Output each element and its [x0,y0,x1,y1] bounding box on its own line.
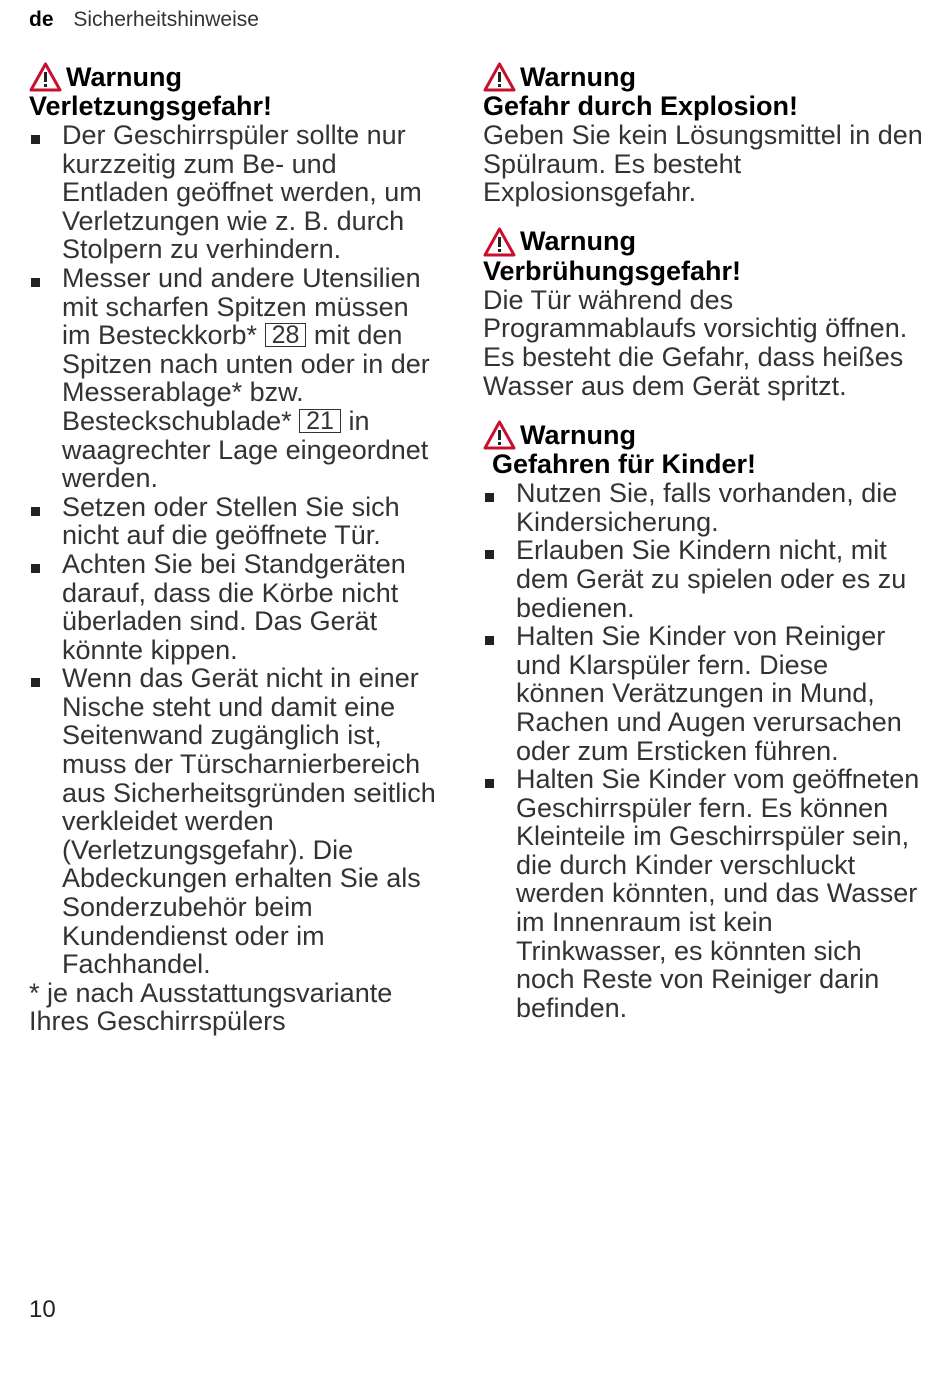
language-code: de [29,8,54,31]
children-list [483,479,923,1022]
square-bullet-icon [485,636,494,645]
square-bullet-icon [31,678,40,687]
warning-injury [29,62,441,1036]
warning-text: Die Tür während des Programmablaufs vorsichtig öffnen. Es besteht die Gefahr, dass heißes Wasser aus dem Gerät spritzt. [483,284,908,401]
left-column [29,62,441,1056]
right-column [483,62,923,1042]
list-item [29,664,441,979]
warning-heading [483,62,923,92]
list-item [29,121,441,264]
list-item-text: Wenn das Gerät nicht in einer Nische steht und damit eine Seitenwand zugänglich ist, muss der Türscharnierbereich aus Sicherheitsgründen seitlich verkleidet werden (Verletzungsgefahr). Die Abdeckungen erhalten Sie als Sonderzubehör beim Kundendienst oder im Fachhandel. [62,663,436,980]
square-bullet-icon [31,507,40,516]
list-item-text: Achten Sie bei Standgeräten darauf, dass die Körbe nicht überladen sind. Das Gerät könnte kippen. [62,548,406,665]
list-item [483,536,923,622]
page-number: 10 [29,1296,56,1323]
list-item [29,264,441,493]
page-header [29,8,259,32]
square-bullet-icon [485,550,494,559]
list-item [483,479,923,536]
warning-text: Geben Sie kein Lösungsmittel in den Spülraum. Es besteht Explosionsgefahr. [483,120,923,208]
list-item-text: Nutzen Sie, falls vorhanden, die Kindersicherung. [516,478,898,537]
list-item-text: in waagrechter Lage eingeordnet werden. [62,405,429,494]
warning-label: Warnung [520,419,636,450]
list-item-text: Messer und andere Utensilien mit scharfen Spitzen müssen im Besteckkorb* [62,262,421,351]
list-item [483,765,923,1022]
warning-explosion [483,62,923,207]
warning-title: Verbrühungsgefahr! [483,255,742,286]
warning-triangle-icon [483,62,516,92]
warning-triangle-icon [29,62,62,92]
square-bullet-icon [485,493,494,502]
warning-title: Gefahren für Kinder! [492,449,757,480]
warning-label: Warnung [520,226,636,257]
warning-triangle-icon [483,420,516,450]
list-item [483,622,923,765]
list-item [29,493,441,550]
warning-triangle-icon [483,227,516,257]
section-title: Sicherheitshinweise [73,8,259,31]
list-item-text: Halten Sie Kinder vom geöffneten Geschirrspüler fern. Es können Kleinteile im Geschirrspüler sein, die durch Kinder verschluckt werden könnten, und das Wasser im Innenraum ist kein Trinkwasser, es könnten sich noch Reste von Reiniger darin befinden. [516,764,920,1023]
square-bullet-icon [31,564,40,573]
warning-label: Warnung [520,61,636,92]
square-bullet-icon [485,779,494,788]
warning-title: Gefahr durch Explosion! [483,91,799,121]
list-item-text: Der Geschirrspüler sollte nur kurzzeitig zum Be- und Entladen geöffnet werden, um Verletzungen wie z. B. durch Stolpern zu verhindern. [62,120,422,265]
list-item-text: Erlauben Sie Kindern nicht, mit dem Gerät zu spielen oder es zu bedienen. [516,535,907,623]
injury-list [29,121,441,979]
warning-scald [483,227,923,400]
list-item-text: mit den Spitzen nach unten oder in der Messerablage* bzw. Besteckschublade* [62,320,430,436]
square-bullet-icon [31,278,40,287]
footnote: * je nach Ausstattungsvariante Ihres Geschirrspülers [29,977,393,1037]
list-item-text: Halten Sie Kinder von Reiniger und Klarspüler fern. Diese können Verätzungen in Mund, Rachen und Augen verursachen oder zum Ersticken führen. [516,621,902,766]
warning-heading [483,227,923,257]
warning-heading [483,420,923,450]
list-item-text: Setzen oder Stellen Sie sich nicht auf die geöffnete Tür. [62,491,400,551]
warning-label: Warnung [66,61,182,92]
list-item [29,550,441,664]
warning-title: Verletzungsgefahr! [29,91,273,121]
warning-children [483,420,923,1022]
warning-heading [29,62,441,92]
figure-reference: 28 [265,323,307,347]
figure-reference: 21 [299,409,341,433]
square-bullet-icon [31,135,40,144]
